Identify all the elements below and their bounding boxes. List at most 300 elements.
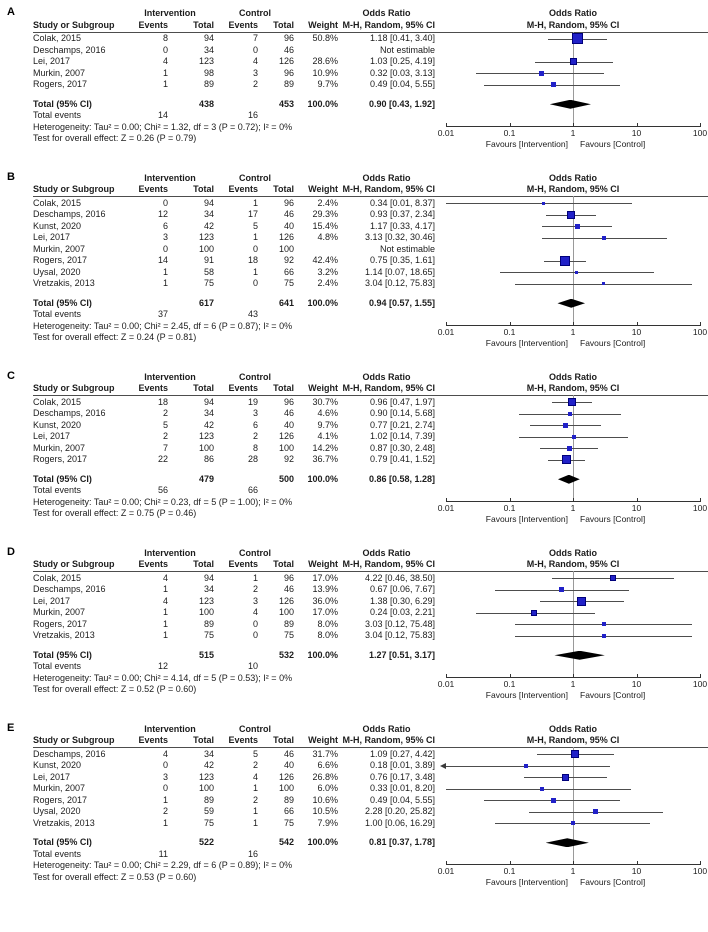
axis-tick-label: 0.1: [503, 866, 516, 876]
total-intervention-value: 123: [198, 595, 214, 606]
weight-value: 2.4%: [317, 197, 338, 208]
or-marker: [524, 764, 528, 768]
total-intervention-value: 94: [203, 33, 214, 43]
total-control-value: 46: [283, 44, 294, 55]
axis-tick: [700, 674, 701, 678]
total-control-header: Total: [273, 559, 294, 569]
study-name: Rogers, 2017: [33, 794, 88, 805]
total-intervention-value: 89: [203, 618, 214, 629]
ci-column-header: M-H, Random, 95% CI: [342, 735, 435, 745]
ci-overflow-arrow-icon: [440, 763, 446, 769]
study-name: Lei, 2017: [33, 595, 71, 606]
weight-value: [294, 244, 338, 256]
total-intervention-value: 42: [203, 220, 214, 231]
or-marker: [551, 82, 556, 87]
total-events-control: 16: [247, 110, 258, 120]
events-intervention-value: 1: [162, 278, 168, 288]
study-name: Murkin, 2007: [33, 783, 86, 793]
summary-diamond: [546, 838, 589, 847]
total-control-value: 66: [283, 806, 294, 816]
weight-value: 50.8%: [312, 33, 338, 43]
total-control-value: 75: [283, 630, 294, 640]
plot-method-header: M-H, Random, 95% CI: [526, 383, 620, 393]
panel-label: C: [7, 369, 15, 382]
or-marker: [571, 821, 575, 825]
ci-text-value: 0.32 [0.03, 3.13]: [369, 67, 435, 78]
axis-tick-label: 1: [570, 866, 576, 876]
total-events-intervention: 56: [157, 485, 168, 495]
weight-value: 2.4%: [317, 278, 338, 288]
panel-b: [0, 171, 708, 370]
total-intervention-value: 94: [203, 396, 214, 407]
weight-value: 10.6%: [312, 794, 338, 805]
axis-tick-label: 100: [692, 127, 708, 138]
study-column-header: Study or Subgroup: [33, 383, 115, 393]
events-control-value: 2: [252, 794, 258, 805]
study-name: Murkin, 2007: [33, 243, 86, 254]
intervention-group-header: Intervention: [144, 547, 196, 558]
total-events-intervention: 37: [157, 309, 168, 319]
study-column-header: Study or Subgroup: [33, 559, 115, 569]
events-intervention-value: 14: [157, 255, 168, 265]
events-intervention-value: 0: [162, 197, 168, 208]
summary-diamond: [550, 100, 591, 109]
heterogeneity-note: Heterogeneity: Tau² = 0.00; Chi² = 1.32, df = 3 (P = 0.72); I² = 0%: [33, 121, 293, 132]
total-intervention-value: 91: [203, 255, 214, 265]
ci-text-value: 0.96 [0.47, 1.97]: [369, 396, 435, 407]
intervention-group-header: Intervention: [144, 172, 196, 183]
ci-text-value: 1.09 [0.27, 4.42]: [369, 748, 435, 759]
events-control-value: 19: [247, 396, 258, 407]
study-name: Murkin, 2007: [33, 607, 86, 617]
or-marker: [610, 575, 616, 581]
total-weight: 100.0%: [307, 297, 338, 308]
ci-text-value: 3.13 [0.32, 30.46]: [364, 232, 435, 242]
plot-method-header: M-H, Random, 95% CI: [526, 19, 620, 30]
axis-tick: [510, 861, 511, 865]
events-control-value: 17: [247, 209, 258, 219]
ci-column-header: M-H, Random, 95% CI: [342, 383, 435, 393]
overall-effect-note: Test for overall effect: Z = 0.75 (P = 0.46): [33, 508, 197, 518]
axis-tick: [637, 123, 638, 127]
odds-ratio-column-header: Odds Ratio: [362, 723, 411, 734]
total-control-header: Total: [273, 19, 294, 30]
ci-text-value: 0.87 [0.30, 2.48]: [369, 442, 435, 453]
events-control-value: 1: [252, 572, 258, 583]
intervention-group-header: Intervention: [144, 8, 196, 18]
total-control-value: 89: [283, 79, 294, 89]
favours-intervention-label: Favours [Intervention]: [485, 877, 568, 887]
panel-label: A: [7, 6, 15, 18]
panel-e: [0, 722, 708, 910]
total-control-value: 75: [283, 817, 294, 828]
summary-diamond: [554, 651, 604, 660]
study-name: Uysal, 2020: [33, 806, 81, 816]
weight-value: 26.8%: [312, 771, 338, 782]
events-control-value: 3: [252, 408, 258, 418]
events-control-value: 8: [252, 442, 258, 453]
total-events-control: 16: [247, 848, 258, 859]
control-group-header: Control: [239, 172, 271, 183]
total-intervention-value: 34: [203, 209, 214, 219]
axis-tick-label: 0.01: [437, 866, 455, 876]
or-marker: [575, 271, 578, 274]
total-intervention-value: 100: [198, 607, 214, 617]
ci-column-header: M-H, Random, 95% CI: [342, 559, 435, 569]
total-intervention-sum: 438: [198, 98, 214, 109]
axis-tick-label: 0.1: [503, 127, 516, 138]
forest-plot: [437, 722, 708, 910]
study-name: Kunst, 2020: [33, 220, 82, 231]
axis-tick-label: 10: [631, 866, 642, 876]
total-intervention-value: 123: [198, 232, 214, 242]
axis-tick-label: 0.01: [437, 127, 455, 138]
study-column-header: Study or Subgroup: [33, 184, 115, 194]
study-name: Vretzakis, 2013: [33, 630, 95, 640]
events-control-value: 0: [252, 618, 258, 629]
total-intervention-value: 34: [203, 584, 214, 594]
ci-text-value: 0.49 [0.04, 5.55]: [369, 79, 435, 89]
weight-value: 31.7%: [312, 748, 338, 759]
total-events-control: 43: [247, 309, 258, 319]
events-intervention-value: 8: [162, 33, 168, 43]
ci-text-value: Not estimable: [379, 243, 435, 254]
total-label: Total (95% CI): [33, 837, 92, 847]
ci-text-value: 1.00 [0.06, 16.29]: [364, 817, 435, 828]
or-marker: [602, 282, 605, 285]
total-control-sum: 500: [278, 473, 294, 484]
ci-text-value: 0.93 [0.37, 2.34]: [369, 209, 435, 219]
total-intervention-sum: 479: [198, 473, 214, 484]
events-intervention-header: Events: [138, 19, 168, 30]
or-marker: [542, 202, 545, 205]
or-marker: [575, 224, 580, 229]
weight-value: 17.0%: [312, 572, 338, 583]
events-intervention-value: 1: [162, 618, 168, 629]
total-events-intervention: 14: [157, 110, 168, 120]
events-intervention-value: 22: [157, 454, 168, 464]
total-intervention-value: 75: [203, 630, 214, 640]
axis-tick: [446, 322, 447, 326]
or-marker: [563, 423, 568, 428]
study-name: Colak, 2015: [33, 572, 82, 583]
study-name: Rogers, 2017: [33, 79, 88, 89]
ci-text-value: 1.18 [0.41, 3.40]: [369, 33, 435, 43]
total-ci-text: 0.86 [0.58, 1.28]: [368, 473, 435, 484]
ci-text-value: 0.34 [0.01, 8.37]: [369, 197, 435, 208]
events-intervention-value: 1: [162, 79, 168, 89]
study-name: Kunst, 2020: [33, 760, 82, 770]
panel-a: [0, 6, 708, 171]
weight-value: 13.9%: [312, 584, 338, 594]
ci-text-value: 3.03 [0.12, 75.48]: [364, 618, 435, 629]
events-control-header: Events: [228, 184, 258, 194]
weight-value: 10.9%: [312, 67, 338, 78]
events-control-value: 4: [252, 771, 258, 782]
axis-tick-label: 10: [631, 326, 642, 337]
weight-value: 29.3%: [312, 209, 338, 219]
events-control-value: 2: [252, 431, 258, 441]
axis-tick-label: 0.1: [503, 326, 516, 337]
events-intervention-value: 4: [162, 748, 168, 759]
forest-plot: [437, 546, 708, 722]
ci-line: [446, 203, 632, 204]
total-control-value: 66: [283, 266, 294, 277]
weight-value: 3.2%: [317, 266, 338, 277]
ci-text-value: 0.79 [0.41, 1.52]: [369, 454, 435, 464]
total-events-label: Total events: [33, 110, 82, 120]
favours-control-label: Favours [Control]: [580, 877, 646, 887]
study-name: Deschamps, 2016: [33, 584, 106, 594]
total-intervention-value: 42: [203, 760, 214, 770]
ci-line: [446, 789, 631, 790]
events-intervention-value: 2: [162, 408, 168, 418]
study-name: Murkin, 2007: [33, 442, 86, 453]
total-weight: 100.0%: [307, 98, 338, 109]
events-control-value: 5: [252, 220, 258, 231]
study-name: Murkin, 2007: [33, 67, 86, 78]
total-intervention-value: 89: [203, 794, 214, 805]
study-name: Vretzakis, 2013: [33, 278, 95, 288]
ci-text-value: 1.17 [0.33, 4.17]: [369, 220, 435, 231]
study-name: Kunst, 2020: [33, 419, 82, 430]
weight-header: Weight: [308, 735, 338, 745]
axis-tick-label: 0.01: [437, 326, 455, 337]
events-control-value: 2: [252, 760, 258, 770]
or-marker: [559, 587, 564, 592]
study-name: Lei, 2017: [33, 232, 71, 242]
axis-tick: [700, 123, 701, 127]
events-control-header: Events: [228, 559, 258, 569]
total-ci-text: 1.27 [0.51, 3.17]: [368, 649, 435, 660]
forest-plot: [437, 6, 708, 171]
total-intervention-value: 100: [198, 783, 214, 793]
total-weight: 100.0%: [307, 837, 338, 847]
total-intervention-sum: 522: [198, 837, 214, 847]
weight-header: Weight: [308, 19, 338, 30]
events-control-value: 2: [252, 79, 258, 89]
total-control-value: 126: [278, 56, 294, 66]
total-control-header: Total: [273, 383, 294, 393]
odds-ratio-column-header: Odds Ratio: [362, 547, 411, 558]
weight-value: 30.7%: [312, 396, 338, 407]
axis-tick-label: 1: [570, 502, 576, 513]
ci-line: [446, 766, 610, 767]
axis-tick-label: 10: [631, 502, 642, 513]
or-marker: [567, 446, 572, 451]
odds-ratio-column-header: Odds Ratio: [362, 8, 411, 18]
events-intervention-header: Events: [138, 735, 168, 745]
events-control-value: 4: [252, 607, 258, 617]
plot-odds-ratio-header: Odds Ratio: [548, 723, 598, 734]
weight-value: 36.0%: [312, 595, 338, 606]
panel-label: D: [7, 545, 15, 558]
total-label: Total (95% CI): [33, 297, 92, 308]
axis-tick-label: 10: [631, 127, 642, 138]
total-intervention-value: 75: [203, 817, 214, 828]
study-name: Rogers, 2017: [33, 255, 88, 265]
total-intervention-value: 94: [203, 197, 214, 208]
total-control-value: 40: [283, 419, 294, 430]
ci-text-value: Not estimable: [379, 44, 435, 55]
ci-text-value: 2.28 [0.20, 25.82]: [364, 806, 435, 816]
total-intervention-value: 98: [203, 67, 214, 78]
ci-text-value: 0.77 [0.21, 2.74]: [369, 419, 435, 430]
intervention-group-header: Intervention: [144, 723, 196, 734]
total-control-value: 46: [283, 408, 294, 418]
total-intervention-value: 86: [203, 454, 214, 464]
axis-tick-label: 10: [631, 678, 642, 689]
events-intervention-value: 4: [162, 572, 168, 583]
total-control-header: Total: [273, 184, 294, 194]
control-group-header: Control: [239, 371, 271, 382]
total-events-label: Total events: [33, 848, 82, 859]
axis-tick-label: 100: [692, 326, 708, 337]
total-control-value: 126: [278, 595, 294, 606]
total-intervention-value: 123: [198, 56, 214, 66]
weight-value: 14.2%: [312, 442, 338, 453]
panel-d: [0, 546, 708, 722]
weight-value: [294, 45, 338, 57]
total-events-label: Total events: [33, 661, 82, 671]
total-control-value: 126: [278, 232, 294, 242]
plot-odds-ratio-header: Odds Ratio: [548, 8, 598, 18]
ci-text-value: 3.04 [0.12, 75.83]: [364, 278, 435, 288]
total-label: Total (95% CI): [33, 98, 92, 109]
or-marker: [539, 71, 544, 76]
events-intervention-value: 1: [162, 584, 168, 594]
or-marker: [602, 634, 606, 638]
events-control-value: 0: [252, 278, 258, 288]
events-control-value: 4: [252, 56, 258, 66]
total-control-sum: 453: [278, 98, 294, 109]
axis-tick-label: 0.1: [503, 678, 516, 689]
axis-tick-label: 100: [692, 678, 708, 689]
weight-header: Weight: [308, 383, 338, 393]
events-intervention-value: 12: [157, 209, 168, 219]
events-control-header: Events: [228, 19, 258, 30]
favours-intervention-label: Favours [Intervention]: [485, 689, 568, 700]
total-control-value: 89: [283, 794, 294, 805]
total-control-header: Total: [273, 735, 294, 745]
ci-text-value: 1.14 [0.07, 18.65]: [364, 266, 435, 277]
axis-tick: [446, 123, 447, 127]
events-intervention-value: 0: [162, 243, 168, 254]
ci-text-value: 0.67 [0.06, 7.67]: [369, 584, 435, 594]
events-intervention-value: 0: [162, 783, 168, 793]
heterogeneity-note: Heterogeneity: Tau² = 0.00; Chi² = 2.45, df = 6 (P = 0.87); I² = 0%: [33, 320, 293, 331]
axis-tick-label: 1: [570, 678, 576, 689]
or-marker: [602, 236, 606, 240]
or-marker: [572, 33, 583, 44]
axis-tick: [573, 498, 574, 502]
ci-text-value: 0.24 [0.03, 2.21]: [369, 607, 435, 617]
ci-text-value: 1.38 [0.30, 6.29]: [369, 595, 435, 606]
total-ci-text: 0.81 [0.37, 1.78]: [368, 837, 435, 847]
axis-tick: [700, 322, 701, 326]
or-marker: [562, 455, 571, 464]
ci-text-value: 0.33 [0.01, 8.20]: [369, 783, 435, 793]
or-marker: [531, 610, 537, 616]
weight-header: Weight: [308, 184, 338, 194]
events-control-value: 5: [252, 748, 258, 759]
total-control-value: 89: [283, 618, 294, 629]
favours-intervention-label: Favours [Intervention]: [485, 513, 568, 524]
summary-diamond: [557, 299, 585, 308]
study-name: Lei, 2017: [33, 771, 71, 782]
total-intervention-value: 58: [203, 266, 214, 277]
ci-text-value: 1.03 [0.25, 4.19]: [369, 56, 435, 66]
forest-plot: [437, 370, 708, 546]
ci-text-value: 0.75 [0.35, 1.61]: [369, 255, 435, 265]
ci-text-value: 1.02 [0.14, 7.39]: [369, 431, 435, 441]
weight-value: 10.5%: [312, 806, 338, 816]
ci-text-value: 0.76 [0.17, 3.48]: [369, 771, 435, 782]
study-name: Deschamps, 2016: [33, 408, 106, 418]
total-control-value: 92: [283, 454, 294, 464]
study-name: Deschamps, 2016: [33, 748, 106, 759]
ci-text-value: 0.18 [0.01, 3.89]: [369, 760, 435, 770]
events-intervention-value: 4: [162, 595, 168, 606]
axis-tick: [637, 861, 638, 865]
axis-tick-label: 0.01: [437, 502, 455, 513]
axis-tick: [446, 674, 447, 678]
total-weight: 100.0%: [307, 473, 338, 484]
events-intervention-value: 1: [162, 794, 168, 805]
favours-intervention-label: Favours [Intervention]: [485, 138, 568, 149]
study-name: Colak, 2015: [33, 396, 82, 407]
total-events-intervention: 11: [158, 848, 168, 859]
heterogeneity-note: Heterogeneity: Tau² = 0.00; Chi² = 4.14, df = 5 (P = 0.53); I² = 0%: [33, 672, 293, 683]
plot-method-header: M-H, Random, 95% CI: [526, 559, 620, 569]
axis-tick-label: 100: [692, 502, 708, 513]
total-intervention-value: 100: [198, 243, 214, 254]
total-intervention-header: Total: [193, 735, 214, 745]
study-name: Deschamps, 2016: [33, 44, 106, 55]
axis-tick: [573, 674, 574, 678]
axis-tick: [637, 674, 638, 678]
or-marker: [567, 211, 575, 219]
total-control-value: 96: [283, 572, 294, 583]
study-name: Lei, 2017: [33, 56, 71, 66]
favours-control-label: Favours [Control]: [580, 689, 646, 700]
or-marker: [540, 787, 544, 791]
weight-value: 8.0%: [317, 618, 338, 629]
heterogeneity-note: Heterogeneity: Tau² = 0.00; Chi² = 2.29, df = 6 (P = 0.89); I² = 0%: [33, 860, 293, 870]
total-intervention-value: 123: [198, 771, 214, 782]
weight-value: 7.9%: [317, 817, 338, 828]
events-control-value: 1: [252, 266, 258, 277]
axis-tick: [510, 123, 511, 127]
favours-control-label: Favours [Control]: [580, 337, 646, 348]
axis-tick: [637, 498, 638, 502]
or-marker: [593, 809, 598, 814]
total-label: Total (95% CI): [33, 473, 92, 484]
total-intervention-header: Total: [193, 184, 214, 194]
weight-value: 4.6%: [317, 408, 338, 418]
events-control-value: 1: [252, 232, 258, 242]
study-name: Rogers, 2017: [33, 618, 88, 629]
axis-tick-label: 0.01: [437, 678, 455, 689]
events-intervention-value: 1: [162, 266, 168, 277]
axis-tick: [446, 861, 447, 865]
total-events-control: 10: [247, 661, 258, 671]
events-intervention-value: 6: [162, 220, 168, 231]
total-intervention-sum: 617: [198, 297, 214, 308]
events-intervention-value: 4: [162, 56, 168, 66]
study-name: Uysal, 2020: [33, 266, 81, 277]
plot-odds-ratio-header: Odds Ratio: [548, 371, 598, 382]
